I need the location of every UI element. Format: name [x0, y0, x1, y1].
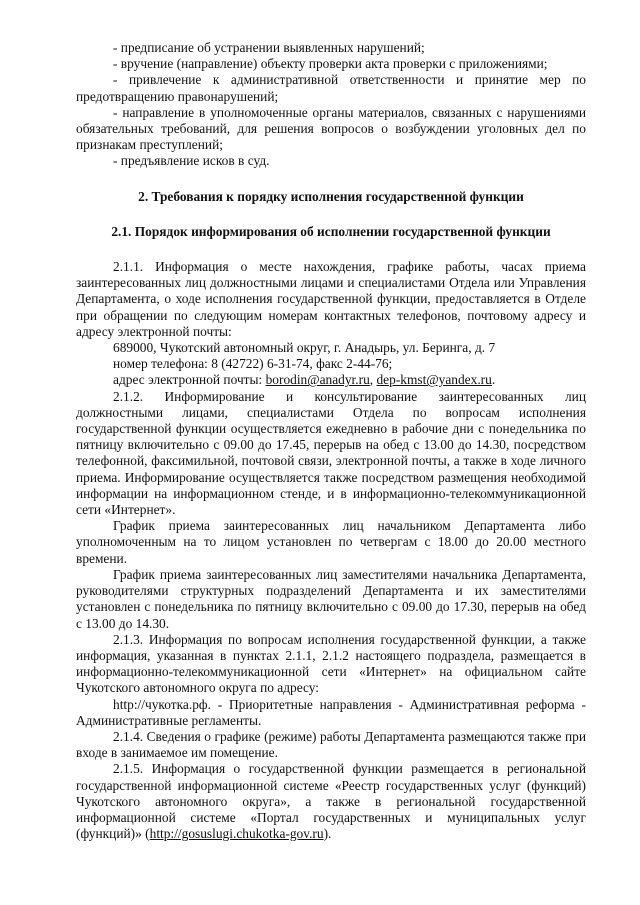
email-line: [76, 372, 586, 388]
email-link-borodin[interactable]: borodin@anadyr.ru: [265, 372, 370, 388]
phone-line: номер телефона: 8 (42722) 6-31-74, факс 2-44-76;: [113, 356, 393, 372]
bullet-item: - предъявление исков в суд.: [113, 153, 270, 169]
bullet-item: - направление в уполномоченные органы материалов, связанных с нарушениями обязательных требований, для решения вопросов о возбуждении уголовных дел по признакам преступлений;: [76, 104, 586, 153]
gosuslugi-link[interactable]: http://gosuslugi.chukotka-gov.ru: [149, 826, 324, 842]
email-prefix: адрес электронной почты:: [113, 372, 266, 388]
paragraph-2-1-5-end: ).: [323, 826, 332, 842]
paragraph-2-1-3-url: http://чукотка.рф. - Приоритетные направления - Административная реформа - Административные регламенты.: [76, 696, 586, 728]
email-suffix: .: [491, 372, 496, 388]
paragraph-2-1-5-text: 2.1.5. Информация о государственной функции размещается в региональной государственной информационной системе «Реестр государственных услуг (функций) Чукотского автономного округа», а также в региональной государственной информационной системе «Портал государственных и муниципальных услуг (функций)» (: [76, 761, 586, 842]
email-link-dep-kmst[interactable]: dep-kmst@yandex.ru: [376, 372, 492, 388]
paragraph-2-1-2: 2.1.2. Информирование и консультирование заинтересованных лиц должностными лицами, специалистами Отдела по вопросам исполнения государственной функции осуществляется ежедневно в рабочие дни с понедельника по пятницу включительно с 09.00 до 17.45, перерыв на обед с 13.00 до 14.30, посредством телефонной, факсимильной, почтовой связи, электронной почты, а также в ходе личного приема. Информирование осуществляется также посредством размещения необходимой информации на информационном стенде, и в информационно-телекоммуникационной сети «Интернет».: [76, 388, 586, 518]
paragraph-schedule-deputies: График приема заинтересованных лиц заместителями начальника Департамента, руководителями структурных подразделений Департамента и их заместителями установлен с понедельника по пятницу включительно с 09.00 до 17.30, перерыв на обед с 13.00 до 14.30.: [76, 566, 586, 631]
bullet-item: - вручение (направление) объекту проверки акта проверки с приложениями;: [113, 56, 548, 72]
section-2-1-heading: 2.1. Порядок информирования об исполнении государственной функции: [111, 223, 551, 239]
bullet-item: - предписание об устранении выявленных нарушений;: [113, 40, 425, 55]
paragraph-2-1-5: [76, 761, 586, 842]
email-separator: ,: [369, 372, 377, 388]
document-page: [76, 40, 586, 842]
bullet-item: - привлечение к административной ответственности и принятие мер по предотвращению правонарушений;: [76, 72, 586, 104]
paragraph-2-1-3: 2.1.3. Информация по вопросам исполнения государственной функции, а также информация, указанная в пунктах 2.1.1, 2.1.2 настоящего подраздела, размещается в информационно-телекоммуникационной сети «Интернет» на официальном сайте Чукотского автономного округа по адресу:: [76, 631, 586, 696]
paragraph-schedule-head: График приема заинтересованных лиц начальником Департамента либо уполномоченным на то лицом установлен по четвергам с 18.00 до 20.00 местного времени.: [76, 518, 586, 566]
section-2-heading: 2. Требования к порядку исполнения государственной функции: [138, 188, 524, 204]
address-line: 689000, Чукотский автономный округ, г. Анадырь, ул. Беринга, д. 7: [113, 340, 496, 356]
paragraph-2-1-4: 2.1.4. Сведения о графике (режиме) работы Департамента размещаются также при входе в занимаемое им помещение.: [76, 728, 586, 761]
paragraph-2-1-1: 2.1.1. Информация о месте нахождения, графике работы, часах приема заинтересованных лиц должностными лицами и специалистами Отдела или Управления Департамента, о ходе исполнения государственной функции, предоставляется в Отделе при обращении по следующим номерам контактных телефонов, почтовому адресу и адресу электронной почты:: [76, 259, 586, 339]
